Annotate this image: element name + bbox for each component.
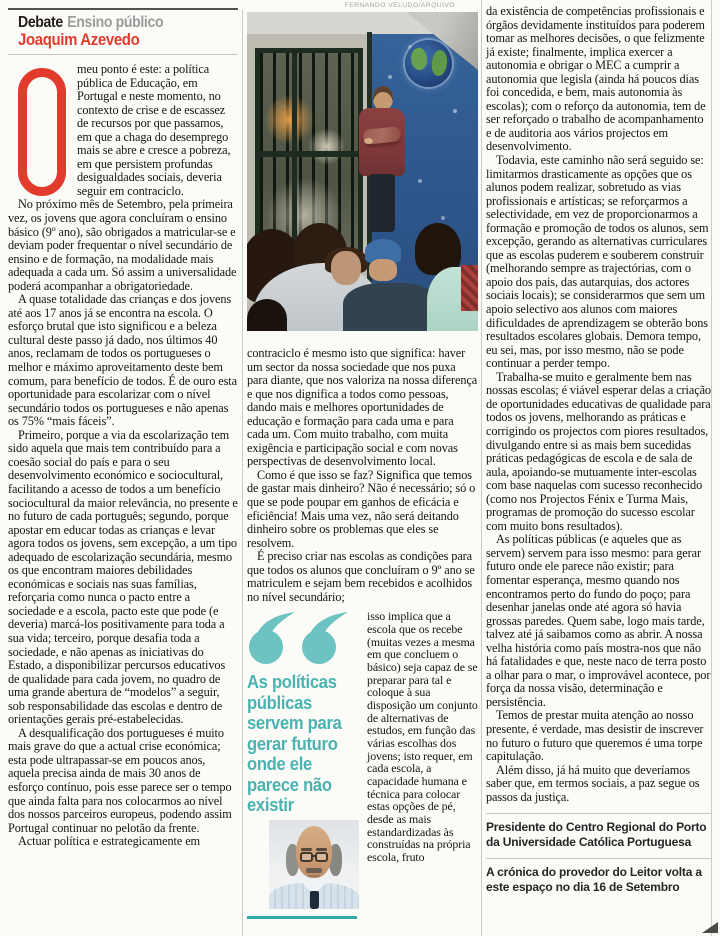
portrait-glasses (300, 852, 313, 862)
paragraph: Além disso, já há muito que deveríamos saber que, em termos sociais, a paz segue os passos da justiça. (486, 762, 700, 804)
paragraph: Primeiro, porque a via da escolarização tem sido aquela que mais tem contribuído para a coesão social do país e para o seu desenvolvimento económico e sociocultural, facilitando a acesso de todos a um benefício sociocultural da maior relevância, no presente e no futuro de cada português; segundo, porque apostar em educar todas as crianças e levar agora todos os jovens, sem excepção, a um tipo adequado de escolarização secundária, mesmo os que encontram maiores debilidades económicas e sociais nas suas famílias, reforçaria como nunca o pacto entre a sociedade e a escola, pacto este que pode (e deveria) marcá-los positivamente para toda a sua vida; terceiro, porque desafia toda a sociedade, e não apenas as iniciativas do Estado, a disponibilizar percursos educativos de qualidade para cada jovem, no quadro de uma grande abertura de “modelos” a seguir, sob responsabilidade das escolas e dentro de orientações gerais pré-estabelecidas. (8, 427, 238, 727)
student-face (369, 259, 397, 281)
mural-stars (247, 12, 249, 14)
paragraph: No próximo mês de Setembro, pela primeira vez, os jovens que agora concluíram o ensino básico (9º ano), são obrigados a matricular-se e deviam poder frequentar o nível secundário de ensino e de formação, na modalidade mais adequada a cada um. Só assim a universalidade poderá acompanhar a obrigatoriedade. (8, 197, 237, 293)
middle-column-text (247, 347, 478, 604)
pull-quote-section (247, 610, 478, 919)
student-face (331, 251, 361, 285)
paragraph: Temos de prestar muita atenção ao nosso presente, é verdade, mas desistir de inscrever no futuro o futuro que queremos é uma torpe capitulação. (486, 708, 704, 764)
article-header (8, 8, 238, 55)
student-shoulders (343, 283, 439, 331)
paragraph: Actuar política e estrategicamente em (18, 834, 201, 849)
author-byline: Joaquim Azevedo (18, 30, 140, 49)
paragraph: A desqualificação dos portugueses é muito mais grave do que a actual crise económica; esta pode ultrapassar-se em poucos anos, aquela precisa ainda de mais 30 anos de esforço contínuo, pois esse parece ser o tempo que ainda falta para nos colocarmos ao nível dos nossos parceiros europeus, podendo assim Portugal continuar no pelotão da frente. (8, 725, 232, 835)
paragraph: As políticas públicas (e aqueles que as servem) servem para isso mesmo: para gerar futuro onde ele parece não existir; para fomentar esperança, mesmo quando nos encontramos perto do fundo do poço; para desenhar janelas onde até agora só havia grossas paredes. Quem sabe, logo mais tarde, talvez até já saibamos como as abrir. A nossa velha história como país mostra-nos que não há fatalidades e que, neste naco de terra posto a olhar para o mar, o improvável acontece, por força da nossa visão, determinação e persistência. (486, 532, 711, 709)
mural-figure-hand (364, 138, 373, 144)
column-divider-right (481, 0, 482, 936)
mural-figure-head (373, 86, 393, 110)
author-portrait-photo (269, 820, 359, 909)
paragraph: Como é que isso se faz? Significa que temos de gastar mais dinheiro? Não é necessário; só o que se pode poupar em ganhos de eficácia e eficiência! Mais uma vez, não será deitando dinheiro sobre os problemas que eles se resolvem. (247, 467, 476, 550)
left-column (8, 8, 238, 849)
paragraph: A quase totalidade das crianças e dos jovens até aos 17 anos já se encontra na escola. O esforço brutal que isto significou e a beleza cultural deste passo já dado, nos últimos 40 anos, reclamam de todos os portugueses o melhor e máximo aproveitamento deste bem comum, para benefício de todos. É de ouro esta oportunidade para escolarizar com o nível secundário todos os portugueses e não apenas os 75% “mais fáceis”. (8, 292, 237, 429)
portrait-eyebrow (301, 848, 312, 851)
portrait-tie (310, 891, 319, 909)
page-edge-rule (711, 0, 712, 936)
author-role-note: Presidente do Centro Regional do Porto da Universidade Católica Portuguesa (486, 813, 711, 849)
teal-rule (247, 916, 357, 919)
kicker-label: Debate (18, 14, 63, 31)
right-column-text (486, 5, 711, 804)
paragraph-text: meu ponto é este: a política pública de Educação, em Portugal e neste momento, no contexto de crise e de escassez de recursos por que passamos, em que a chaga do desemprego mais se abre e cresce a pobreza, em que persistem profundas desigualdades sociais, deveria seguir em contraciclo. (77, 62, 231, 198)
quote-marks-icon (249, 612, 351, 664)
paragraph (8, 63, 238, 198)
school-photo (247, 12, 478, 331)
pull-quote-block (247, 610, 367, 919)
column-divider-left (242, 10, 243, 936)
editor-note: A crónica do provedor do Leitor volta a este espaço no dia 16 de Setembro (486, 858, 711, 894)
paragraph: isso implica que a escola que os recebe (muitas vezes a mesma em que concluem o básico) seja capaz de se preparar para tal e coloque à sua disposição um conjunto de alternativas de estudos, em função das várias escolhas dos jovens; isto requer, em cada escola, a capacidade humana e técnica para colocar estas opções de pé, desde as mais estandardizadas às construídas na própria escola, fruto (367, 609, 478, 864)
paragraph: contraciclo é mesmo isto que significa: haver um sector da nossa sociedade que nos puxa para diante, que nos valoriza na nossa diferença e que nos dignifica a todos como pessoas, dando mais e melhores oportunidades de educação e formação para cada uma e para cada um. Com muito trabalho, com muita exigência e participação social e com novas perspectivas de desenvolvimento local. (247, 346, 478, 469)
student-red-scarf (461, 265, 478, 311)
photo-credit: FERNANDO VELUDO/ARQUIVO (344, 2, 455, 9)
pull-quote-text: As políticas públicas servem para gerar futuro onde ele parece não existir (247, 672, 342, 816)
portrait-glasses (315, 852, 328, 862)
kicker-row (18, 15, 212, 30)
paragraph: Trabalha-se muito e geralmente bem nas nossas escolas; é viável esperar delas a criação de oportunidades educativas de qualidade para todos os jovens, melhorando as práticas e corrigindo os projectos com piores resultados, divulgando entre si as mais bem sucedidas práticas pedagógicas de escola e de sala de aula, apoiando-se mutuamente inter-escolas com base naquelas com sucesso reconhecido (como nos Projectos Fénix e Turma Mais, programas de promoção do sucesso escolar com muito bons resultados). (486, 369, 711, 533)
section-topic: Ensino público (67, 14, 164, 31)
students-crowd (247, 213, 478, 331)
portrait-mustache (306, 868, 322, 873)
portrait-glasses-bridge (312, 855, 316, 857)
page-corner-mark (702, 922, 718, 933)
left-column-text (8, 63, 238, 849)
right-column (486, 5, 711, 894)
middle-column (247, 12, 478, 919)
narrow-text-column (367, 610, 478, 919)
paragraph: da existência de competências profissionais e órgãos devidamente instituídos para poderem tomar as melhores decisões, o que felizmente já existe; finalmente, implica exercer a autonomia e obrigar o MEC a cumprir a autonomia que legisla (ainda há poucos dias foi concedida, e bem, mais autonomia às escolas); com o reforço da autonomia, tem de ser reforçado o trabalho de acompanhamento e de auditoria aos vários projectos em desenvolvimento. (486, 4, 706, 154)
portrait-eyebrow (316, 848, 327, 851)
portrait-mouth (308, 875, 320, 877)
student-head (247, 299, 287, 331)
paragraph: É preciso criar nas escolas as condições para que todos os alunos que concluíram o 9º ano se matriculem e sejam bem recebidos e acolhidos no nível secundário; (247, 549, 475, 604)
mural-earth-globe (405, 40, 452, 87)
drop-cap-letter-O (18, 68, 66, 196)
paragraph: Todavia, este caminho não será seguido se: limitarmos drasticamente as opções que os alunos podem realizar, sobretudo as vias profissionais e artísticas; se reforçarmos a selectividade, em vez de proporcionarmos a formação e promoção de todos os alunos, sem excepção, gerando as alternativas curriculares que as escolas puderem e souberem construir (melhorando sempre as trajectórias, com o apoio dos pais, das autarquias, dos actores sociais locais); se considerarmos que sem um apoio selectivo aos alunos com maiores dificuldades de aprendizagem se obterão bons resultados escolares globais. Demora tempo, eu sei, mas, por isso mesmo, não se pode continuar a perder tempo. (486, 153, 709, 371)
